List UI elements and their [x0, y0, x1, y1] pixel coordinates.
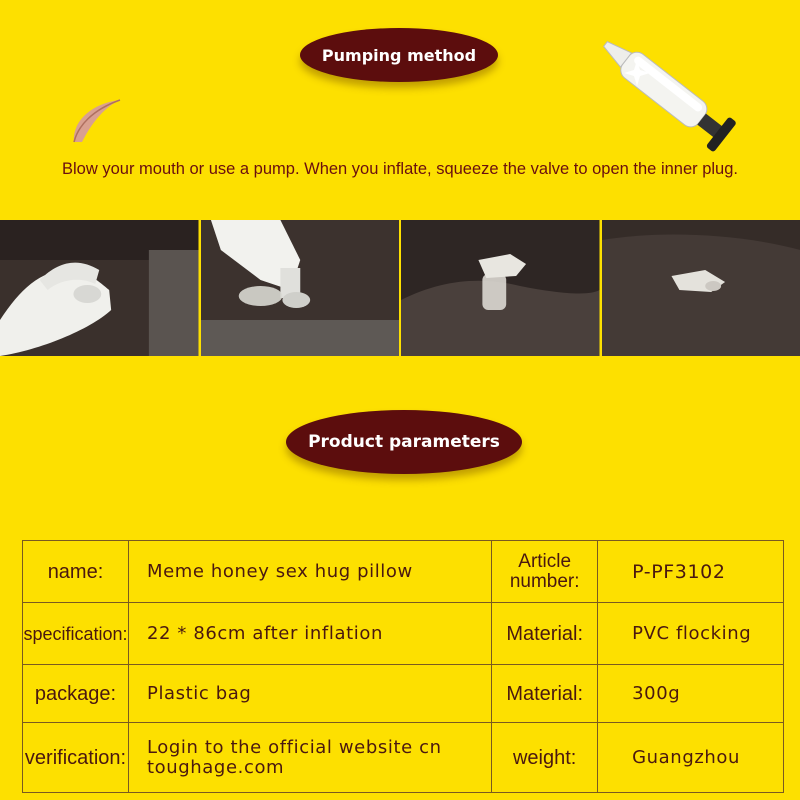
param-value: P-PF3102: [598, 541, 784, 603]
param-value: Meme honey sex hug pillow: [128, 541, 491, 603]
product-parameters-heading: [286, 410, 522, 474]
param-value: 22 * 86cm after inflation: [128, 603, 491, 665]
table-row: [23, 541, 784, 603]
param-value: Plastic bag: [128, 665, 491, 723]
petal-icon: [68, 96, 122, 146]
photo-valve-open: [401, 220, 600, 356]
param-label: package:: [23, 665, 129, 723]
param-label: weight:: [492, 723, 598, 793]
photo-pump-nozzle-in-valve: [201, 220, 400, 356]
pumping-method-heading: [300, 28, 498, 82]
pump-icon: [586, 20, 746, 160]
valve-photo-strip: [0, 220, 800, 356]
table-row: [23, 603, 784, 665]
param-value: Login to the official website cn toughage.com: [128, 723, 491, 793]
param-label: Material:: [492, 603, 598, 665]
photo-valve-closed: [602, 220, 800, 356]
inflation-instruction: Blow your mouth or use a pump. When you inflate, squeeze the valve to open the inner plug.: [62, 160, 738, 178]
table-row: [23, 665, 784, 723]
product-parameters-table: [22, 540, 784, 793]
param-label: Article number:: [492, 541, 598, 603]
param-label: name:: [23, 541, 129, 603]
pumping-method-label: Pumping method: [321, 45, 477, 65]
product-parameters-label: Product parameters: [308, 432, 500, 452]
param-label: specification:: [23, 603, 129, 665]
param-value: Guangzhou: [598, 723, 784, 793]
param-label: Material:: [492, 665, 598, 723]
param-value: PVC flocking: [598, 603, 784, 665]
param-value: 300g: [598, 665, 784, 723]
param-label: verification:: [23, 723, 129, 793]
table-row: [23, 723, 784, 793]
photo-hand-squeezing-valve: [0, 220, 199, 356]
